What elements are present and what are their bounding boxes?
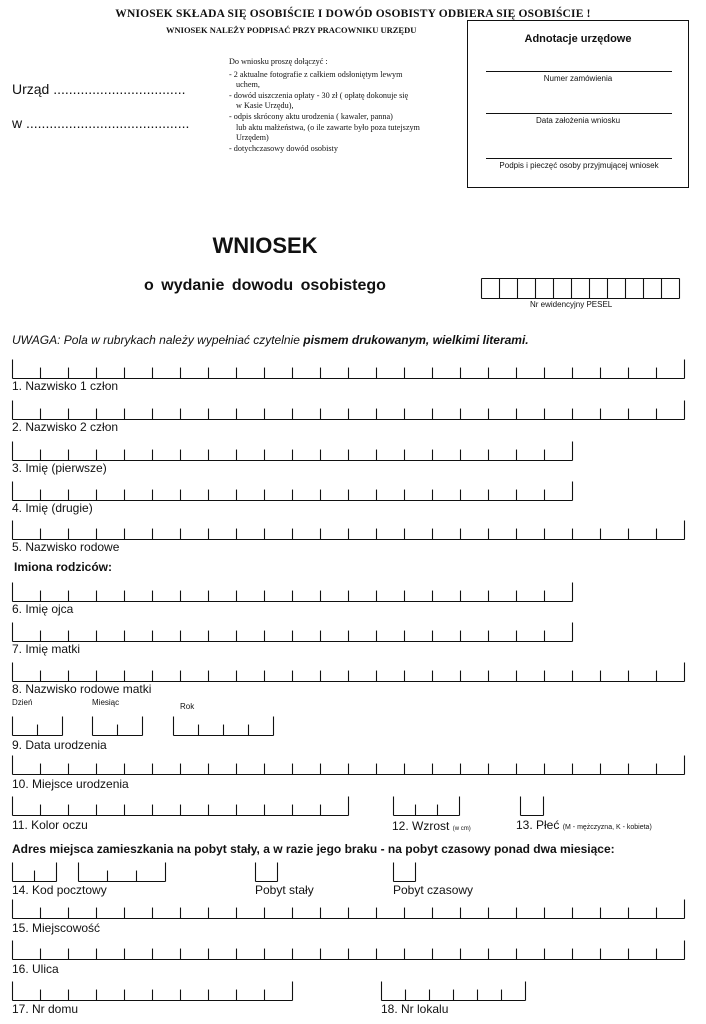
- page-title: WNIOSEK: [212, 233, 318, 258]
- flat-number-cells[interactable]: [381, 981, 527, 1002]
- page-subtitle: o wydanie dowodu osobistego: [144, 277, 386, 294]
- first-name-cells[interactable]: [12, 441, 574, 462]
- postal-code-part2-cells[interactable]: [78, 862, 167, 883]
- sex-cell[interactable]: [520, 796, 545, 817]
- signature-caption: Podpis i pieczęć osoby przyjmującej wniosek: [499, 161, 659, 170]
- mother-family-name-label: 8. Nazwisko rodowe matki: [12, 682, 152, 696]
- office-annotations-title: Adnotacje urzędowe: [524, 33, 632, 45]
- eye-colour-cells[interactable]: [12, 796, 350, 817]
- signature-line[interactable]: [486, 158, 672, 159]
- address-header: Adres miejsca zamieszkania na pobyt stały, a w razie jego braku - na pobyt czasowy ponad dwa miesiące:: [12, 842, 615, 856]
- pesel-cells[interactable]: [481, 278, 681, 300]
- attachment-line: - dowód uiszczenia opłaty - 30 zł ( opłatę dokonuje się: [229, 90, 409, 100]
- locality-label: 15. Miejscowość: [12, 921, 101, 935]
- office-name-field[interactable]: Urząd ..................................: [12, 81, 186, 97]
- surname-part1-label: 1. Nazwisko 1 człon: [12, 379, 119, 393]
- height-cells[interactable]: [393, 796, 461, 817]
- flat-number-label: 18. Nr lokalu: [381, 1002, 449, 1016]
- attachment-line: - dotychczasowy dowód osobisty: [229, 143, 338, 153]
- parents-header: Imiona rodziców:: [14, 560, 113, 574]
- street-cells[interactable]: [12, 940, 686, 961]
- order-number-line[interactable]: [486, 71, 672, 72]
- date-created-caption: Data założenia wniosku: [535, 116, 621, 125]
- date-created-line[interactable]: [486, 113, 672, 114]
- mother-family-name-cells[interactable]: [12, 662, 686, 683]
- order-number-caption: Numer zamówienia: [543, 74, 613, 83]
- surname-part2-cells[interactable]: [12, 400, 686, 421]
- birth-year-cells[interactable]: [173, 716, 275, 737]
- birth-day-cells[interactable]: [12, 716, 64, 737]
- birth-place-label: 10. Miejsce urodzenia: [12, 777, 129, 791]
- attachments-list: [229, 57, 465, 154]
- surname-part1-cells[interactable]: [12, 359, 686, 380]
- family-name-cells[interactable]: [12, 520, 686, 541]
- permanent-residence-label: Pobyt stały: [255, 883, 314, 897]
- surname-part2-label: 2. Nazwisko 2 człon: [12, 420, 119, 434]
- attachment-line: uchem,: [236, 80, 260, 90]
- first-name-label: 3. Imię (pierwsze): [12, 461, 107, 475]
- temporary-residence-label: Pobyt czasowy: [393, 883, 474, 897]
- month-caption: Miesiąc: [92, 698, 120, 707]
- office-annotations-box: [467, 20, 689, 188]
- street-label: 16. Ulica: [12, 962, 59, 976]
- temporary-residence-checkbox[interactable]: [393, 862, 417, 883]
- height-label: 12. Wzrost (w cm): [392, 819, 471, 833]
- birth-place-cells[interactable]: [12, 755, 686, 776]
- second-name-label: 4. Imię (drugie): [12, 501, 93, 515]
- mother-name-cells[interactable]: [12, 622, 574, 643]
- father-name-label: 6. Imię ojca: [12, 602, 74, 616]
- house-number-cells[interactable]: [12, 981, 294, 1002]
- sex-label: 13. Płeć (M - mężczyzna, K - kobieta): [516, 818, 652, 832]
- birth-date-label: 9. Data urodzenia: [12, 738, 107, 752]
- attachment-line: - odpis skrócony aktu urodzenia ( kawaler, panna): [229, 111, 393, 121]
- attachments-intro: Do wniosku proszę dołączyć :: [229, 57, 328, 66]
- postal-code-label: 14. Kod pocztowy: [12, 883, 107, 897]
- day-caption: Dzień: [12, 698, 33, 707]
- attachment-line: Urzędem): [236, 133, 269, 143]
- family-name-label: 5. Nazwisko rodowe: [12, 540, 120, 554]
- locality-cells[interactable]: [12, 899, 686, 920]
- header-notice: WNIOSEK SKŁADA SIĘ OSOBIŚCIE I DOWÓD OSOBISTY ODBIERA SIĘ OSOBIŚCIE !: [115, 8, 591, 20]
- father-name-cells[interactable]: [12, 582, 574, 603]
- postal-code-part1-cells[interactable]: [12, 862, 58, 883]
- second-name-cells[interactable]: [12, 481, 574, 502]
- house-number-label: 17. Nr domu: [12, 1002, 79, 1016]
- birth-month-cells[interactable]: [92, 716, 144, 737]
- mother-name-label: 7. Imię matki: [12, 642, 81, 656]
- header-sign-notice: WNIOSEK NALEŻY PODPISAĆ PRZY PRACOWNIKU URZĘDU: [166, 25, 417, 35]
- attachment-line: w Kasie Urzędu),: [236, 101, 294, 111]
- attachment-line: - 2 aktualne fotografie z całkiem odsłoniętym lewym: [229, 69, 403, 79]
- office-city-field[interactable]: w ..........................................: [12, 115, 190, 131]
- year-caption: Rok: [180, 702, 195, 711]
- attachment-line: lub aktu małżeństwa, (o ile zawarte było poza tutejszym: [236, 122, 420, 132]
- eye-colour-label: 11. Kolor oczu: [12, 818, 88, 832]
- permanent-residence-checkbox[interactable]: [255, 862, 279, 883]
- fill-instructions: UWAGA: Pola w rubrykach należy wypełniać czytelnie pismem drukowanym, wielkimi literami.: [12, 333, 529, 347]
- pesel-caption: Nr ewidencyjny PESEL: [530, 300, 613, 309]
